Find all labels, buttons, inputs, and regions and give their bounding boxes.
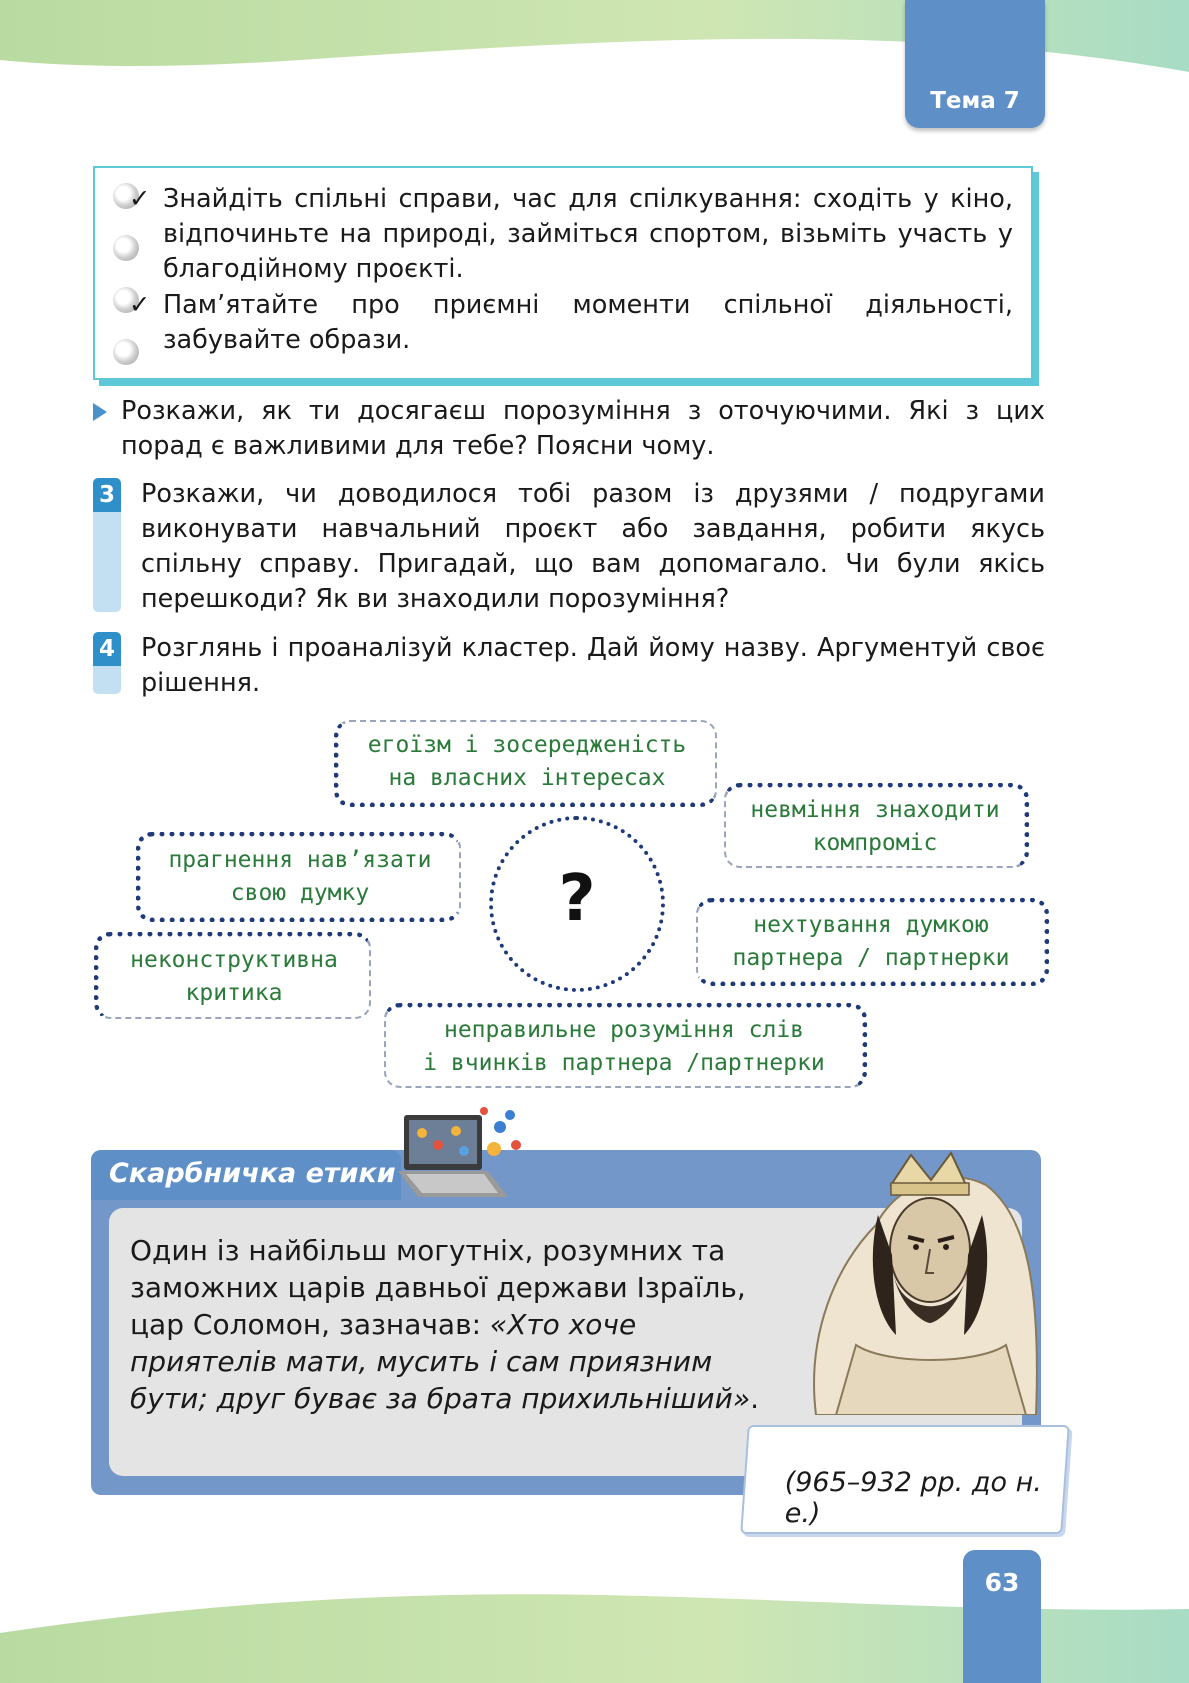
bubble-line: нехтування думкою — [753, 912, 989, 938]
quote-end: . — [750, 1382, 760, 1415]
task-text: Розглянь і проаналізуй кластер. Дай йому назву. Аргументуй своє рішення. — [141, 633, 1045, 698]
reign-dates: (965–932 рр. до н. е.) — [784, 1467, 1042, 1529]
bubble-line: невміння знаходити — [750, 797, 1000, 823]
quote-paragraph — [130, 1232, 790, 1417]
ethics-box-title: Скарбничка етики — [109, 1158, 396, 1189]
topic-label: Тема 7 — [930, 88, 1020, 114]
arrow-marker-icon — [93, 403, 107, 421]
cluster-bubble — [94, 932, 371, 1019]
laptop-icon — [398, 1105, 528, 1205]
bubble-line: критика — [185, 980, 283, 1006]
bubble-line: неконструктивна — [130, 947, 338, 973]
tip-text: Пам’ятайте про приємні моменти спільної діяльності, забувайте образи. — [163, 290, 1013, 355]
topic-tab — [905, 0, 1045, 128]
question-mark: ? — [558, 862, 596, 936]
tip-item — [129, 182, 1013, 287]
page-number-tab — [963, 1550, 1041, 1683]
checkmark-icon: ✓ — [129, 184, 151, 214]
tip-item — [129, 288, 1013, 358]
ethics-box-title-tab — [91, 1150, 401, 1200]
bubble-line: компроміс — [812, 830, 938, 856]
bubble-line: свою думку — [230, 880, 370, 906]
cluster-bubble — [334, 720, 717, 807]
checkmark-icon: ✓ — [129, 290, 151, 320]
tip-text: Знайдіть спільні справи, час для спілкування: сходіть у кіно, відпочиньте на природі, займіться спортом, візьміть участь у благодійному проєкті. — [163, 184, 1013, 284]
cluster-center — [489, 816, 665, 992]
binder-ring-icon — [113, 235, 139, 261]
binder-ring-icon — [113, 339, 139, 365]
bubble-line: партнера / партнерки — [732, 945, 1010, 971]
discussion-prompt: Розкажи, як ти досягаєш порозуміння з оточуючими. Які з цих порад є важливими для тебе? Поясни чому. — [121, 396, 1045, 461]
task-number-badge: 3 — [93, 478, 121, 512]
date-card — [740, 1425, 1070, 1534]
task-text: Розкажи, чи доводилося тобі разом із друзями / подругами виконувати навчальний проєкт або завдання, робити якусь спільну справу. Пригадай, що вам допомагало. Чи були якісь перешкоди? Як ви знаходили порозуміння? — [141, 479, 1045, 614]
king-solomon-portrait — [796, 1145, 1046, 1415]
task-marker-bar — [93, 512, 121, 612]
bubble-line: прагнення нав’язати — [168, 847, 432, 873]
bubble-line: на власних інтересах — [388, 765, 666, 791]
task-marker-bar — [93, 666, 121, 694]
cluster-bubble — [384, 1003, 867, 1088]
cluster-bubble — [724, 783, 1029, 868]
page-number: 63 — [984, 1568, 1020, 1597]
solomon-quote: «Хто хоче приятелів мати, мусить і сам приязним бути; друг буває за брата прихильніший» — [130, 1308, 751, 1415]
tips-box — [93, 166, 1033, 380]
cluster-bubble — [136, 832, 461, 922]
bubble-line: неправильне розуміння слів — [443, 1017, 805, 1043]
task-number-badge: 4 — [93, 632, 121, 666]
bubble-line: і вчинків партнера /партнерки — [423, 1050, 825, 1076]
bubble-line: егоїзм і зосередженість — [367, 732, 687, 758]
quote-intro: Один із найбільш могутніх, розумних та заможних царів давньої держави Ізраїль, цар Соломон, зазначав: — [130, 1234, 746, 1341]
cluster-bubble — [696, 898, 1049, 986]
